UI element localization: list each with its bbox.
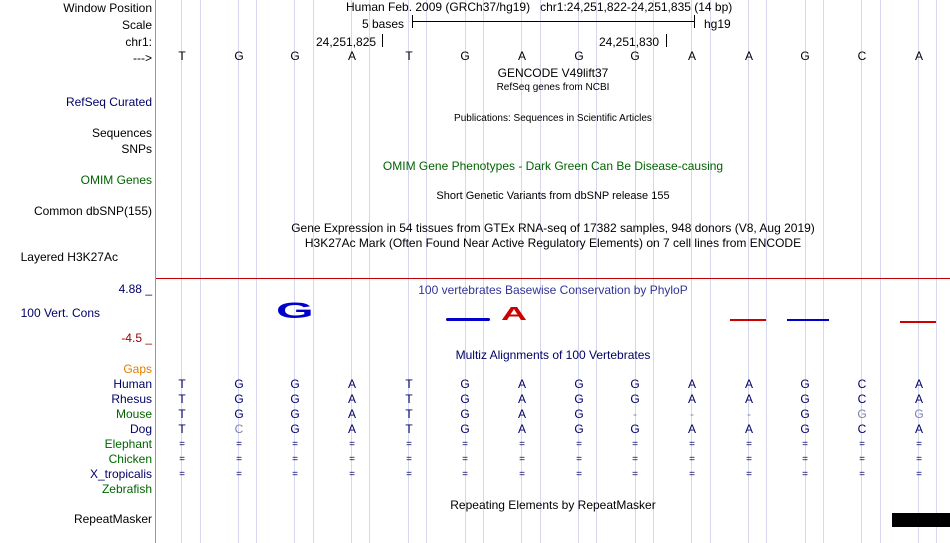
- align-base-rhesus: A: [517, 392, 526, 406]
- align-gap-elephant: =: [292, 439, 298, 450]
- align-gap-x-tropicalis: =: [916, 469, 922, 480]
- align-gap-elephant: =: [519, 439, 525, 450]
- phylop-bar: [900, 321, 936, 323]
- align-gap-elephant: =: [179, 439, 185, 450]
- align-base-mouse: A: [517, 407, 526, 421]
- align-base-mouse: G: [800, 407, 810, 421]
- align-gap-elephant: =: [859, 439, 865, 450]
- phylop-letter-a: A: [501, 304, 527, 324]
- align-base-rhesus: A: [347, 392, 356, 406]
- base-letter: G: [290, 49, 300, 63]
- align-gap-chicken: =: [859, 454, 865, 465]
- align-base-mouse-mismatch: G: [857, 407, 867, 421]
- base-letter: G: [630, 49, 640, 63]
- align-base-mouse: T: [178, 407, 186, 421]
- align-base-human: T: [405, 377, 413, 391]
- track-title-refseq[interactable]: RefSeq genes from NCBI: [496, 82, 610, 93]
- align-gap-chicken: =: [179, 454, 185, 465]
- align-gap-chicken: =: [689, 454, 695, 465]
- label-common-dbsnp[interactable]: Common dbSNP(155): [33, 204, 152, 218]
- align-base-rhesus: G: [574, 392, 584, 406]
- base-letter: G: [800, 49, 810, 63]
- align-base-human: A: [517, 377, 526, 391]
- label-species-dog: Dog: [129, 422, 152, 436]
- align-gap-x-tropicalis: =: [632, 469, 638, 480]
- track-title-omim[interactable]: OMIM Gene Phenotypes - Dark Green Can Be Disease-causing: [382, 159, 724, 173]
- align-base-rhesus: G: [234, 392, 244, 406]
- align-gap-chicken: =: [406, 454, 412, 465]
- phylop-bar: [446, 318, 490, 321]
- align-base-rhesus: A: [744, 392, 753, 406]
- track-title-publications[interactable]: Publications: Sequences in Scientific Articles: [454, 113, 652, 124]
- align-gap-elephant: =: [689, 439, 695, 450]
- align-gap-elephant: =: [632, 439, 638, 450]
- label-refseq-curated[interactable]: RefSeq Curated: [65, 95, 152, 109]
- align-gap-x-tropicalis: =: [179, 469, 185, 480]
- label-strand[interactable]: --->: [133, 51, 152, 65]
- coordinate-label: 24,251,825: [316, 35, 377, 49]
- align-base-human: A: [687, 377, 696, 391]
- label-layered-h3k27ac[interactable]: Layered H3K27Ac: [20, 250, 118, 264]
- align-base-dog: G: [800, 422, 810, 436]
- align-gap-elephant: =: [576, 439, 582, 450]
- align-base-dog: C: [857, 422, 867, 436]
- align-gap-elephant: =: [349, 439, 355, 450]
- align-gap-chicken: =: [349, 454, 355, 465]
- track-title-dbsnp[interactable]: Short Genetic Variants from dbSNP release 155: [436, 190, 670, 202]
- label-gaps: Gaps: [123, 362, 152, 376]
- base-letter: G: [574, 49, 584, 63]
- align-base-mouse: G: [460, 407, 470, 421]
- label-omim-genes[interactable]: OMIM Genes: [80, 173, 152, 187]
- label-scale: Scale: [121, 18, 152, 32]
- align-base-dog: G: [290, 422, 300, 436]
- scale-bar: [412, 21, 695, 22]
- label-cons-max: 4.88 _: [118, 282, 152, 296]
- align-base-rhesus: A: [914, 392, 923, 406]
- label-cons-min: -4.5 _: [121, 331, 152, 345]
- align-base-rhesus: A: [687, 392, 696, 406]
- track-image[interactable]: [156, 0, 950, 543]
- align-base-human: A: [744, 377, 753, 391]
- align-gap-mouse: -: [633, 407, 637, 421]
- align-base-mouse-mismatch: G: [914, 407, 924, 421]
- align-base-rhesus: G: [290, 392, 300, 406]
- align-base-dog: A: [517, 422, 526, 436]
- track-title-gencode[interactable]: GENCODE V49lift37: [497, 66, 609, 80]
- align-base-dog-mismatch: C: [234, 422, 244, 436]
- coordinate-tick: [382, 34, 383, 47]
- align-gap-x-tropicalis: =: [519, 469, 525, 480]
- base-letter: A: [914, 49, 923, 63]
- align-gap-chicken: =: [576, 454, 582, 465]
- track-separator-line: [156, 278, 950, 279]
- label-species-chicken: Chicken: [108, 452, 152, 466]
- align-gap-chicken: =: [916, 454, 922, 465]
- align-base-dog: A: [687, 422, 696, 436]
- align-gap-x-tropicalis: =: [689, 469, 695, 480]
- track-title-gtex[interactable]: Gene Expression in 54 tissues from GTEx RNA-seq of 17382 samples, 948 donors (V8, Aug 2019): [291, 221, 815, 235]
- label-sequences[interactable]: Sequences: [91, 126, 152, 140]
- phylop-bar: [730, 319, 766, 321]
- align-gap-chicken: =: [802, 454, 808, 465]
- label-repeatmasker[interactable]: RepeatMasker: [73, 512, 152, 526]
- align-gap-elephant: =: [802, 439, 808, 450]
- align-base-rhesus: T: [405, 392, 413, 406]
- label-species-human: Human: [113, 377, 152, 391]
- track-title-h3k27ac[interactable]: H3K27Ac Mark (Often Found Near Active Regulatory Elements) on 7 cell lines from ENCODE: [304, 236, 802, 250]
- track-title-repeatmasker[interactable]: Repeating Elements by RepeatMasker: [450, 498, 656, 512]
- coordinate-tick: [666, 34, 667, 47]
- align-base-dog: G: [630, 422, 640, 436]
- label-species-elephant: Elephant: [104, 437, 152, 451]
- base-letter: G: [234, 49, 244, 63]
- base-letter: C: [857, 49, 867, 63]
- track-title-phylop[interactable]: 100 vertebrates Basewise Conservation by PhyloP: [418, 283, 688, 297]
- genomic-position: chr1:24,251,822-24,251,835 (14 bp): [540, 0, 733, 14]
- align-gap-chicken: =: [236, 454, 242, 465]
- align-gap-x-tropicalis: =: [349, 469, 355, 480]
- align-base-human: G: [290, 377, 300, 391]
- align-gap-x-tropicalis: =: [859, 469, 865, 480]
- db-label: hg19: [704, 17, 731, 31]
- align-base-dog: A: [744, 422, 753, 436]
- align-gap-chicken: =: [519, 454, 525, 465]
- align-base-mouse: A: [347, 407, 356, 421]
- phylop-bar: [787, 319, 829, 321]
- align-base-rhesus: G: [630, 392, 640, 406]
- align-base-rhesus: G: [800, 392, 810, 406]
- align-base-rhesus: G: [460, 392, 470, 406]
- align-gap-mouse: -: [747, 407, 751, 421]
- coordinate-label: 24,251,830: [599, 35, 660, 49]
- align-base-human: T: [178, 377, 186, 391]
- label-species-mouse: Mouse: [115, 407, 152, 421]
- scale-label: 5 bases: [362, 17, 405, 31]
- base-letter: A: [744, 49, 753, 63]
- label-snps[interactable]: SNPs: [121, 142, 152, 156]
- assembly-name: Human Feb. 2009 (GRCh37/hg19): [346, 0, 531, 14]
- align-base-rhesus: C: [857, 392, 867, 406]
- label-species-zebrafish: Zebrafish: [101, 482, 152, 496]
- align-gap-chicken: =: [746, 454, 752, 465]
- label-species-x-tropicalis: X_tropicalis: [89, 467, 152, 481]
- align-gap-x-tropicalis: =: [746, 469, 752, 480]
- base-letter: G: [460, 49, 470, 63]
- scale-bar-end: [694, 15, 695, 28]
- align-base-human: G: [234, 377, 244, 391]
- align-base-dog: G: [574, 422, 584, 436]
- align-base-mouse: G: [574, 407, 584, 421]
- align-gap-elephant: =: [462, 439, 468, 450]
- align-gap-elephant: =: [746, 439, 752, 450]
- align-base-human: A: [914, 377, 923, 391]
- align-gap-x-tropicalis: =: [576, 469, 582, 480]
- align-base-human: G: [574, 377, 584, 391]
- align-base-dog: T: [405, 422, 413, 436]
- align-base-human: G: [460, 377, 470, 391]
- base-letter: T: [178, 49, 186, 63]
- label-species-rhesus: Rhesus: [111, 392, 152, 406]
- align-base-human: A: [347, 377, 356, 391]
- base-letter: A: [517, 49, 526, 63]
- base-letter: A: [347, 49, 356, 63]
- align-base-dog: A: [914, 422, 923, 436]
- scale-bar-end: [412, 15, 413, 28]
- align-gap-elephant: =: [406, 439, 412, 450]
- repeat-element-block[interactable]: [892, 513, 950, 527]
- align-gap-x-tropicalis: =: [462, 469, 468, 480]
- align-gap-elephant: =: [236, 439, 242, 450]
- align-base-human: G: [800, 377, 810, 391]
- align-base-human: G: [630, 377, 640, 391]
- align-gap-x-tropicalis: =: [406, 469, 412, 480]
- align-gap-chicken: =: [292, 454, 298, 465]
- align-base-human: C: [857, 377, 867, 391]
- align-base-dog: G: [460, 422, 470, 436]
- base-letter: A: [687, 49, 696, 63]
- phylop-letter-g: G: [276, 298, 314, 323]
- align-gap-chicken: =: [462, 454, 468, 465]
- align-base-rhesus: T: [178, 392, 186, 406]
- align-base-dog: A: [347, 422, 356, 436]
- label-chrom: chr1:: [125, 35, 152, 49]
- align-base-mouse: G: [234, 407, 244, 421]
- align-gap-x-tropicalis: =: [292, 469, 298, 480]
- label-100-vert-cons[interactable]: 100 Vert. Cons: [20, 306, 100, 320]
- align-gap-elephant: =: [916, 439, 922, 450]
- align-base-mouse: G: [290, 407, 300, 421]
- track-title-multiz[interactable]: Multiz Alignments of 100 Vertebrates: [455, 348, 651, 362]
- align-base-dog: T: [178, 422, 186, 436]
- base-letter: T: [405, 49, 413, 63]
- align-base-mouse: T: [405, 407, 413, 421]
- label-window-position: Window Position: [63, 1, 152, 15]
- align-gap-chicken: =: [632, 454, 638, 465]
- align-gap-mouse: -: [690, 407, 694, 421]
- align-gap-x-tropicalis: =: [236, 469, 242, 480]
- align-gap-x-tropicalis: =: [802, 469, 808, 480]
- window-position-text: [346, 0, 732, 14]
